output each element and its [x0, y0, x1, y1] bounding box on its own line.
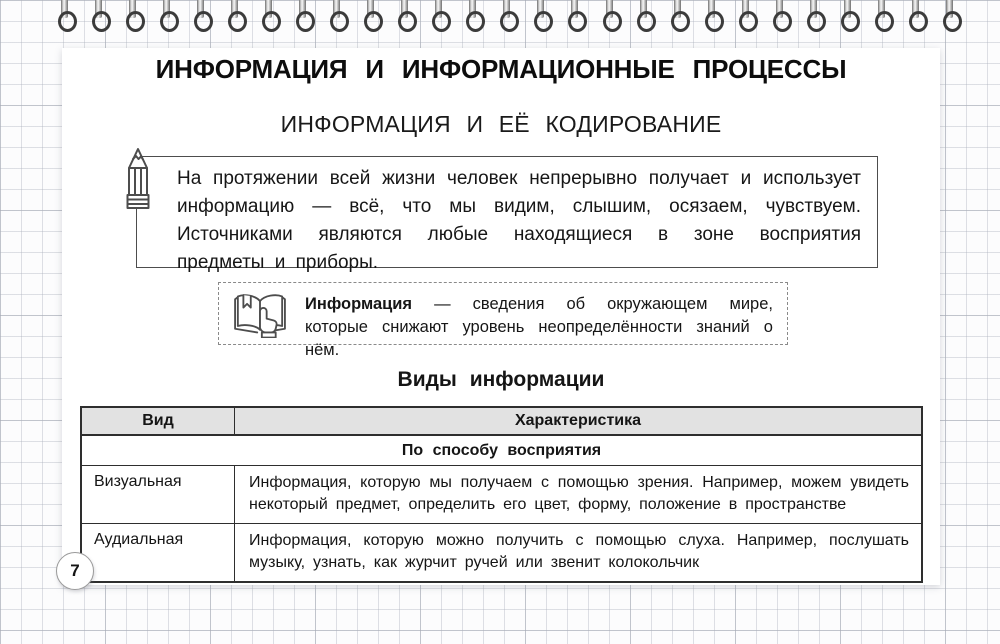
- binding-ring: [637, 0, 650, 32]
- column-header-description: Характеристика: [514, 412, 642, 429]
- page-number: 7: [70, 561, 80, 580]
- binding-ring: [534, 0, 547, 32]
- intro-note-box: [136, 156, 878, 273]
- info-types-table: [80, 406, 923, 583]
- intro-note-text: На протяжении всей жизни человек непрерывно получает и использует информацию — всё, что мы видим, слышим, осязаем, чувствуем. Источниками являются любые находящиеся в зоне восприятия предметы и приборы.: [177, 168, 861, 273]
- binding-ring: [160, 0, 173, 32]
- binding-ring: [330, 0, 343, 32]
- cell-type: Визуальная: [82, 466, 235, 523]
- pencil-icon: [123, 146, 153, 214]
- cell-type: Аудиальная: [82, 524, 235, 581]
- column-header-type: Вид: [82, 408, 235, 434]
- binding-ring: [466, 0, 479, 32]
- binding-ring: [773, 0, 786, 32]
- binding-ring: [398, 0, 411, 32]
- binding-ring: [943, 0, 956, 32]
- binding-ring: [296, 0, 309, 32]
- definition-body: — сведения об окружающем мире, которые снижают уровень неопределённости знаний о нём.: [305, 295, 773, 359]
- definition-term: Информация: [305, 295, 413, 313]
- binding-ring: [603, 0, 616, 32]
- definition-text: [305, 293, 773, 362]
- binding-ring: [807, 0, 820, 32]
- binding-ring: [58, 0, 71, 32]
- binding-ring: [705, 0, 718, 32]
- chapter-title: ИНФОРМАЦИЯ И ИНФОРМАЦИОННЫЕ ПРОЦЕССЫ: [155, 54, 847, 84]
- table-heading: Виды информации: [397, 368, 605, 391]
- binding-ring: [739, 0, 752, 32]
- binding-ring: [875, 0, 888, 32]
- section-title: ИНФОРМАЦИЯ И ЕЁ КОДИРОВАНИЕ: [280, 111, 722, 137]
- page-sheet: [62, 48, 940, 585]
- table-row: [82, 524, 921, 581]
- binding-ring: [671, 0, 684, 32]
- binding-ring: [126, 0, 139, 32]
- cell-description: Информация, которую можно получить с помощью слуха. Например, послушать музыку, узнать, как журчит ручей или звенит колокольчик: [249, 532, 909, 571]
- binding-ring: [500, 0, 513, 32]
- page-number-badge: [56, 552, 94, 590]
- binding-ring: [568, 0, 581, 32]
- binding-ring: [194, 0, 207, 32]
- binding-ring: [364, 0, 377, 32]
- table-row: [82, 466, 921, 524]
- binding-ring: [841, 0, 854, 32]
- binding-ring: [909, 0, 922, 32]
- book-hand-icon: [231, 290, 289, 338]
- binding-ring: [228, 0, 241, 32]
- binding-ring: [262, 0, 275, 32]
- definition-box: [218, 282, 788, 359]
- binding-ring: [92, 0, 105, 32]
- cell-description: Информация, которую мы получаем с помощью зрения. Например, можем увидеть некоторый предмет, определить его цвет, форму, положение в пространстве: [249, 474, 909, 513]
- binding-ring: [432, 0, 445, 32]
- table-header-row: [82, 408, 921, 436]
- spiral-binding: [58, 0, 956, 32]
- table-group-header: По способу восприятия: [82, 436, 921, 466]
